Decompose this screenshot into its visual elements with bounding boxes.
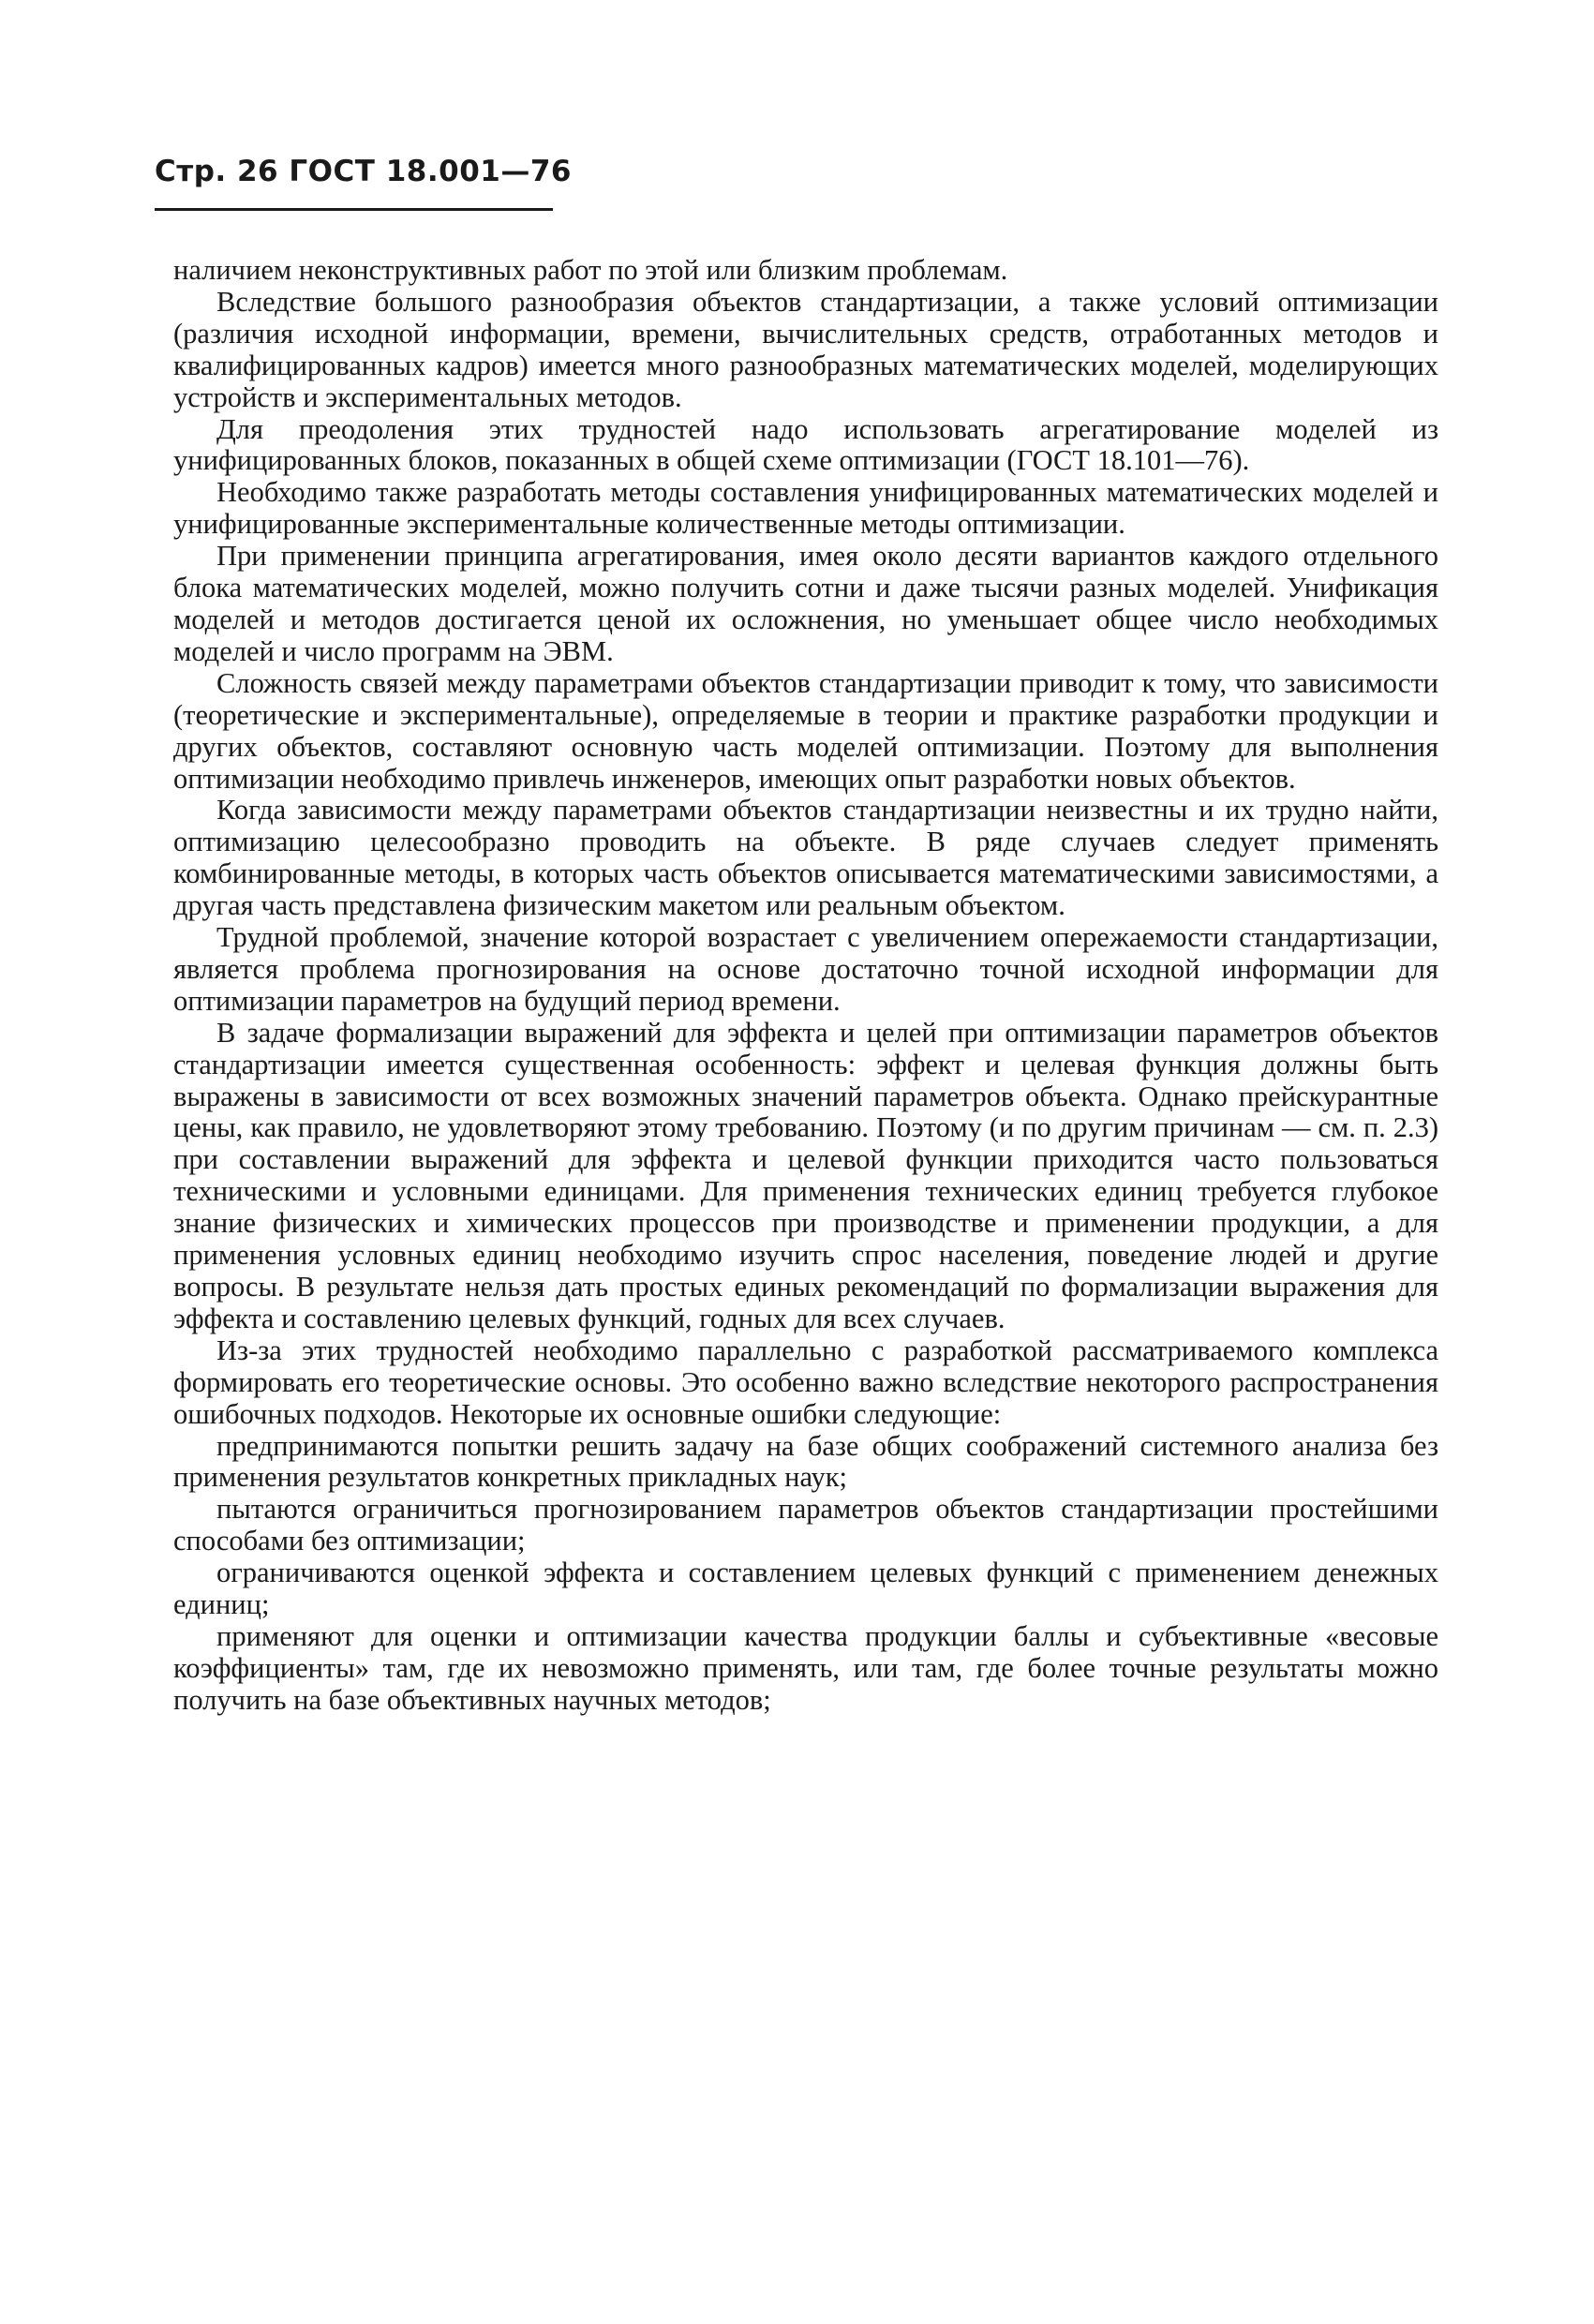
paragraph: Вследствие большого разнообразия объектов стандартизации, а также условий оптимизации (различия исходной информации, времени, вычислительных средств, отработанных методов и квалифицированных кадров) имеется много разнообразных математических моделей, моделирующих устройств и экспериментальных методов. [173,285,1438,413]
list-item: применяют для оценки и оптимизации качества продукции баллы и субъективные «весовые коэффициенты» там, где их невозможно применять, или там, где более точные результаты можно получить на базе объективных научных методов; [173,1619,1438,1716]
page-header: Стр. 26 ГОСТ 18.001—76 [155,155,572,188]
paragraph: При применении принципа агрегатирования, имея около десяти вариантов каждого отдельного блока математических моделей, можно получить сотни и даже тысячи разных моделей. Унификация моделей и методов достигается ценой их осложнения, но уменьшает общее число необходимых моделей и число программ на ЭВМ. [173,540,1438,667]
header-rule [155,208,553,211]
list-item: ограничиваются оценкой эффекта и составлением целевых функций с применением денежных единиц; [173,1557,1438,1621]
document-body [173,255,1438,1717]
paragraph: Сложность связей между параметрами объектов стандартизации приводит к тому, что зависимости (теоретические и экспериментальные), определяемые в теории и практике разработки продукции и других объектов, составляют основную часть моделей оптимизации. Поэтому для выполнения оптимизации необходимо привлечь инженеров, имеющих опыт разработки новых объектов. [173,666,1438,795]
paragraph: В задаче формализации выражений для эффекта и целей при оптимизации параметров объектов стандартизации имеется существенная особенность: эффект и целевая функция должны быть выражены в зависимости от всех возможных значений параметров объекта. Однако прейскурантные цены, как правило, не удовлетворяют этому требованию. Поэтому (и по другим причинам — см. п. 2.3) при составлении выражений для эффекта и целевой функции приходится часто пользоваться техническими и условными единицами. Для применения технических единиц требуется глубокое знание физических и химических процессов при производстве и применении продукции, а для применения условных единиц необходимо изучить спрос населения, поведение людей и другие вопросы. В результате нельзя дать простых единых рекомендаций по формализации выражения для эффекта и составлению целевых функций, годных для всех случаев. [173,1016,1438,1334]
paragraph: Из-за этих трудностей необходимо параллельно с разработкой рассматриваемого комплекса формировать его теоретические основы. Это особенно важно вследствие некоторого распространения ошибочных подходов. Некоторые их основные ошибки следующие: [173,1333,1438,1430]
list-item: пытаются ограничиться прогнозированием параметров объектов стандартизации простейшими способами без оптимизации; [173,1493,1438,1557]
list-item: предпринимаются попытки решить задачу на базе общих соображений системного анализа без применения результатов конкретных прикладных наук; [173,1429,1438,1494]
paragraph: Когда зависимости между параметрами объектов стандартизации неизвестны и их трудно найти, оптимизацию целесообразно проводить на объекте. В ряде случаев следует применять комбинированные методы, в которых часть объектов описывается математическими зависимостями, а другая часть представлена физическим макетом или реальным объектом. [173,794,1438,922]
paragraph: Необходимо также разработать методы составления унифицированных математических моделей и унифицированные экспериментальные количественные методы оптимизации. [173,476,1438,541]
paragraph: Для преодоления этих трудностей надо использовать агрегатирование моделей из унифицированных блоков, показанных в общей схеме оптимизации (ГОСТ 18.101—76). [173,412,1438,477]
paragraph: наличием неконструктивных работ по этой или близким проблемам. [173,254,1008,286]
paragraph: Трудной проблемой, значение которой возрастает с увеличением опережаемости стандартизации, является проблема прогнозирования на основе достаточно точной исходной информации для оптимизации параметров на будущий период времени. [173,921,1438,1017]
